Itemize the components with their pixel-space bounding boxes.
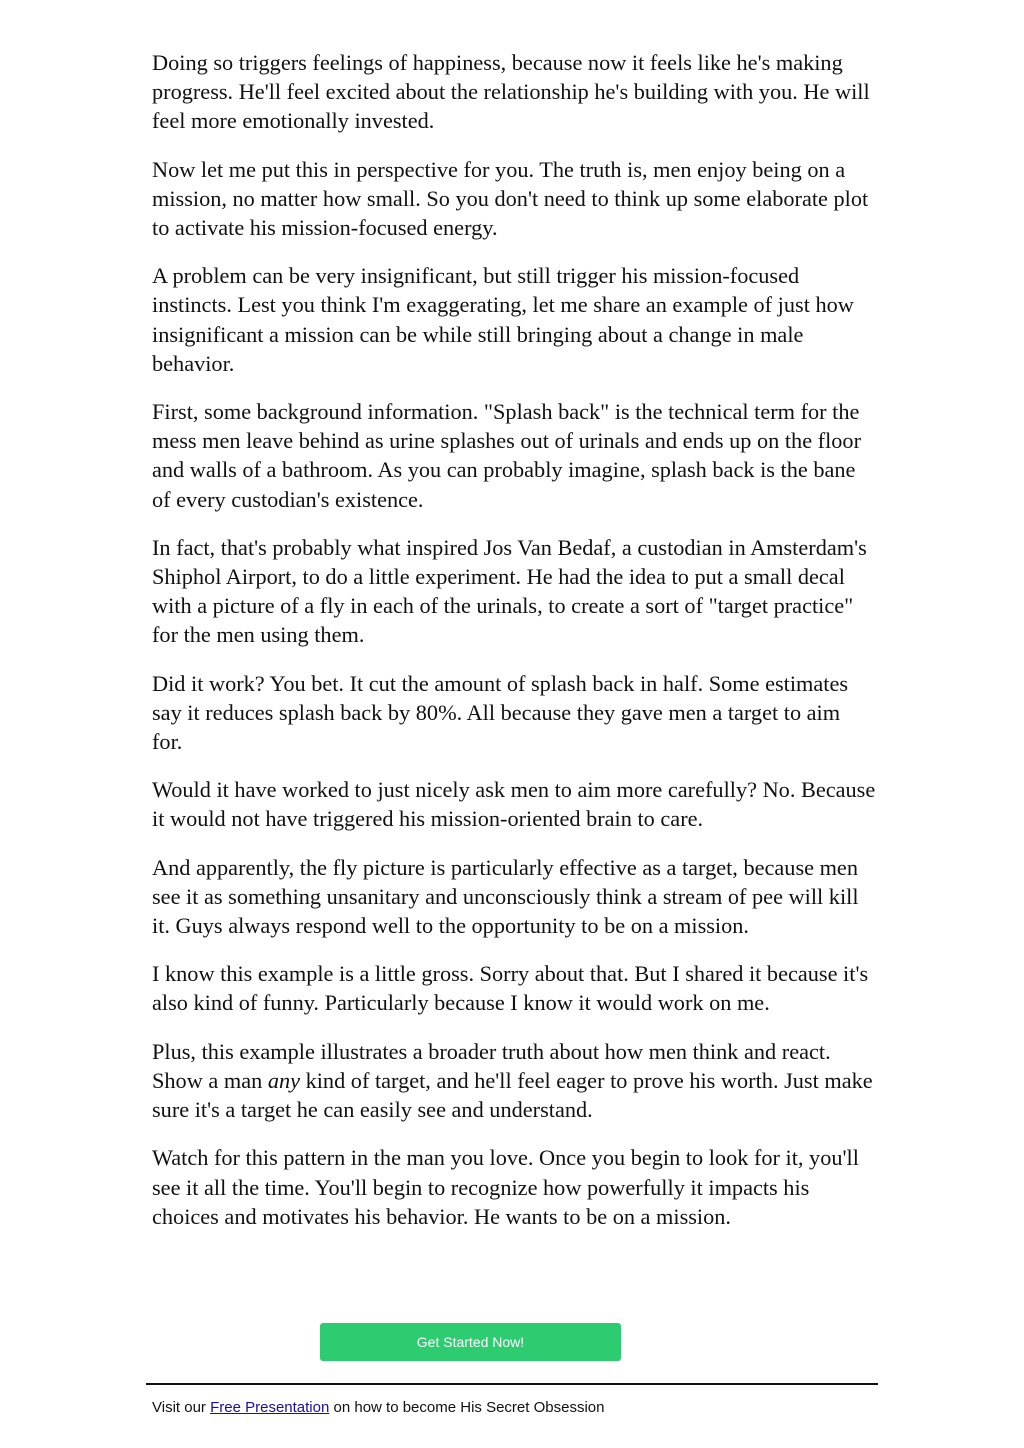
paragraph-text: Would it have worked to just nicely ask men to aim more carefully? No. Because it would not have triggered his mission-oriented brain to care. <box>152 777 876 832</box>
paragraph <box>152 1037 876 1125</box>
paragraph <box>152 669 876 757</box>
article-body <box>152 48 876 1231</box>
paragraph-text: Watch for this pattern in the man you love. Once you begin to look for it, you'll see it all the time. You'll begin to recognize how powerfully it impacts his choices and motivates his behavior. He wants to be on a mission. <box>152 1145 859 1229</box>
emphasis-text: any <box>267 1067 301 1093</box>
paragraph-text: Now let me put this in perspective for you. The truth is, men enjoy being on a mission, no matter how small. So you don't need to think up some elaborate plot to activate his mission-focused energy. <box>152 156 869 241</box>
paragraph <box>152 155 876 243</box>
paragraph-text: First, some background information. "Splash back" is the technical term for the mess men leave behind as urine splashes out of urinals and ends up on the floor and walls of a bathroom. As you can probably imagine, splash back is the bane of every custodian's existence. <box>152 399 862 512</box>
free-presentation-link[interactable]: Free Presentation <box>210 1399 330 1416</box>
paragraph-text: And apparently, the fly picture is particularly effective as a target, because men see it as something unsanitary and unconsciously think a stream of pee will kill it. Guys always respond well to the opportunity to be on a mission. <box>152 854 859 939</box>
paragraph-text: A problem can be very insignificant, but still trigger his mission-focused instincts. Lest you think I'm exaggerating, let me share an example of just how insignificant a mission can be while still bringing about a change in male behavior. <box>152 263 854 376</box>
paragraph <box>152 48 876 136</box>
paragraph-text: kind of target, and he'll feel eager to prove his worth. Just make sure it's a target he can easily see and understand. <box>152 1067 873 1123</box>
paragraph-text: Doing so triggers feelings of happiness, because now it feels like he's making progress. He'll feel excited about the relationship he's building with you. He will feel more emotionally invested. <box>152 50 870 134</box>
paragraph-text: In fact, that's probably what inspired Jos Van Bedaf, a custodian in Amsterdam's Shiphol Airport, to do a little experiment. He had the idea to put a small decal with a picture of a fly in each of the urinals, to create a sort of "target practice" for the men using them. <box>152 534 867 648</box>
paragraph <box>152 853 876 941</box>
paragraph <box>152 533 876 650</box>
paragraph <box>152 397 876 514</box>
paragraph <box>152 775 876 833</box>
paragraph-text: Did it work? You bet. It cut the amount of splash back in half. Some estimates say it reduces splash back by 80%. All because they gave men a target to aim for. <box>152 670 849 755</box>
footer-note <box>152 1399 604 1417</box>
footer-suffix: on how to become His Secret Obsession <box>329 1399 605 1416</box>
paragraph-text: I know this example is a little gross. Sorry about that. But I shared it because it's also kind of funny. Particularly because I know it would work on me. <box>152 961 869 1016</box>
paragraph <box>152 261 876 378</box>
paragraph <box>152 959 876 1017</box>
footer-divider <box>146 1383 878 1385</box>
paragraph <box>152 1143 876 1231</box>
get-started-button[interactable]: Get Started Now! <box>320 1323 621 1361</box>
footer-prefix: Visit our <box>152 1399 211 1416</box>
paragraph-text: Plus, this example illustrates a broader truth about how men think and react. Show a man <box>152 1038 831 1093</box>
